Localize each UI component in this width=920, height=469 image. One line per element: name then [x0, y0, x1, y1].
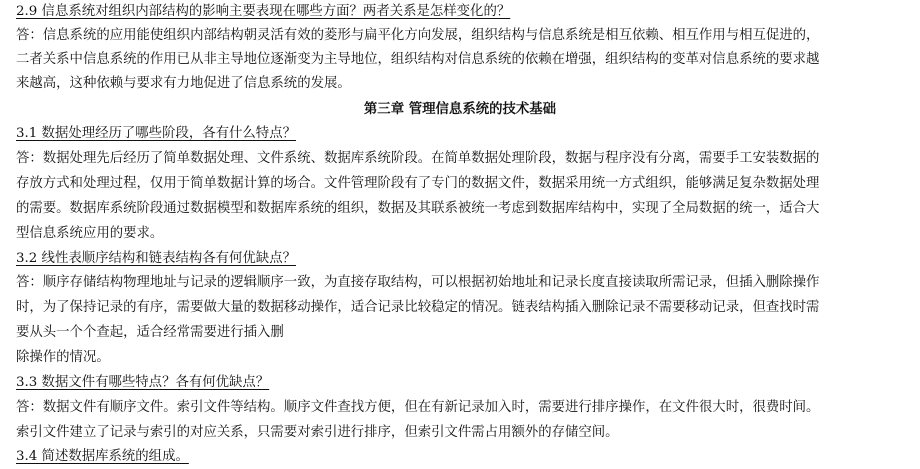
answer-2-9-line-1: 答：信息系统的应用能使组织内部结构朝灵活有效的菱形与扁平化方向发展，组织结构与信息系统是相互依赖、相互作用与相互促进的， — [16, 28, 820, 43]
answer-2-9-line-3: 来越高，这种依赖与要求有力地促进了信息系统的发展。 — [16, 76, 351, 91]
answer-3-3-line-1: 答：数据文件有顺序文件。索引文件等结构。顺序文件查找方便，但在有新记录加入时，需要进行排序操作，在文件很大时，很费时间。 — [16, 400, 820, 415]
question-3-1 — [16, 122, 906, 146]
question-3-2 — [16, 247, 906, 271]
question-2-9 — [16, 0, 906, 24]
answer-3-1-line-3: 的需要。数据库系统阶段通过数据模型和数据库系统的组织，数据及其联系被统一考虑到数据库结构中，实现了全局数据的统一，适合大 — [16, 201, 820, 216]
question-3-3 — [16, 371, 906, 395]
answer-3-1-line-1: 答：数据处理先后经历了简单数据处理、文件系统、数据库系统阶段。在简单数据处理阶段，数据与程序没有分离，需要手工安装数据的 — [16, 151, 820, 166]
question-2-9-title: 2.9 信息系统对组织内部结构的影响主要表现在哪些方面？两者关系是怎样变化的？ — [16, 4, 511, 19]
answer-3-2-line-4: 除操作的情况。 — [16, 350, 110, 365]
answer-3-2-line-1: 答：顺序存储结构物理地址与记录的逻辑顺序一致，为直接存取结构，可以根据初始地址和记录长度直接读取所需记录，但插入删除操作 — [16, 275, 820, 290]
question-3-1-title: 3.1 数据处理经历了哪些阶段，各有什么特点？ — [16, 126, 296, 141]
answer-3-1-line-4: 型信息系统应用的要求。 — [16, 226, 164, 241]
answer-3-3-line-2: 索引文件建立了记录与索引的对应关系，只需要对索引进行排序，但索引文件需占用额外的存储空间。 — [16, 425, 619, 440]
answer-3-2-line-3: 要从头一个个查起，适合经常需要进行插入删 — [16, 325, 284, 340]
question-3-2-title: 3.2 线性表顺序结构和链表结构各有何优缺点？ — [16, 251, 296, 266]
answer-2-9-line-2: 二者关系中信息系统的作用已从非主导地位逐渐变为主导地位，组织结构对信息系统的依赖在增强，组织结构的变革对信息系统的要求越 — [16, 52, 820, 67]
question-3-4 — [16, 445, 906, 469]
question-3-3-title: 3.3 数据文件有哪些特点？各有何优缺点？ — [16, 375, 270, 390]
answer-3-2-line-2: 时，为了保持记录的有序，需要做大量的数据移动操作，适合记录比较稳定的情况。链表结构插入删除记录不需要移动记录，但查找时需 — [16, 300, 820, 315]
chapter-title: 第三章 管理信息系统的技术基础 — [363, 101, 557, 117]
question-3-4-title: 3.4 简述数据库系统的组成。 — [16, 449, 189, 464]
answer-3-1-line-2: 存放方式和处理过程，仅用于简单数据计算的场合。文件管理阶段有了专门的数据文件，数据采用统一方式组织，能够满足复杂数据处理 — [16, 176, 820, 191]
